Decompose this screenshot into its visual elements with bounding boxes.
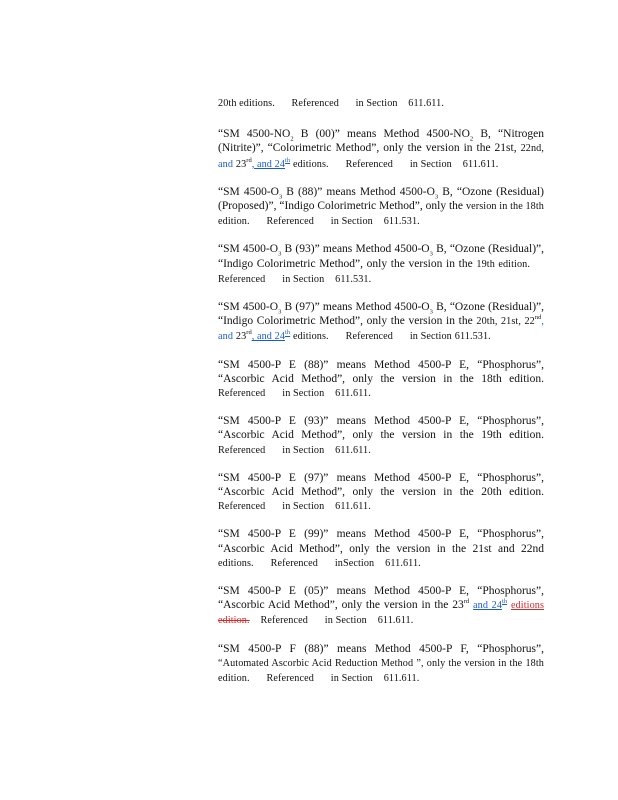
inserted-text: and 24 [473,600,503,612]
intro-text: 20th editions. [218,98,275,109]
deleted-text: edition [218,615,247,627]
referenced-label: Referenced [345,331,393,343]
entry-text: 20th, 21st, 22 [476,316,535,328]
entry-sm-4500-o3-b-97 [218,300,544,345]
inserted-text: and [218,158,234,170]
entry-text: 22nd, [520,143,545,155]
entry-text: “SM 4500-P E (93)” means Method 4500-P E, “Phosphorus”, “Ascorbic Acid Method”, only the version in the 19th edition. [218,415,544,442]
intro-in-section: in Section [355,98,398,109]
deleted-text: . [247,615,250,627]
section-number: 611.531. [454,331,491,343]
section-number: 611.611. [335,444,371,456]
entry-text: “SM 4500-P E (97)” means Method 4500-P E, “Phosphorus”, “Ascorbic Acid Method”, only the version in the 20th edition. [218,471,544,499]
subscript: 2 [290,135,294,143]
referenced-label: Referenced [270,557,318,569]
in-section-label: in Section [282,273,325,285]
entry-sm-4500-p-e-99 [218,527,544,571]
subscript: 2 [469,135,474,143]
entry-text: B, “Ozone (Residual)”, “Indigo Colorimetric Method”, only the version in the [218,301,545,328]
in-section-label: in Section [324,615,367,627]
in-section-label: in Section [409,158,452,170]
referenced-label: Referenced [345,158,393,170]
entry-text: “SM 4500-P E (05)” means Method 4500-P E, “Phosphorus”, “Ascorbic Acid Method”, only the version in the 23 [218,585,544,612]
referenced-label: Referenced [218,388,266,400]
in-section-label: in Section [282,444,325,456]
entry-text: B (93)” means Method 4500-O [284,243,430,256]
referenced-label: Referenced [218,273,266,285]
entry-text: 23 [235,158,247,170]
entry-text: 23 [235,331,247,343]
section-number: 611.531. [335,273,372,285]
entry-text: “SM 4500-P E (88)” means Method 4500-P E, “Phosphorus”, “Ascorbic Acid Method”, only the version in the 18th edition. [218,358,544,385]
entry-sm-4500-p-e-97 [218,471,544,515]
entry-sm-4500-o3-b-93 [218,242,544,287]
superscript: rd [246,329,252,337]
subscript: 3 [278,250,282,258]
entry-text: B, “Ozone (Residual) (Proposed)”, “Indigo Colorimetric Method”, only the [218,185,544,213]
entry-text: editions. [292,158,329,170]
in-section-label: in Section [330,216,373,228]
referenced-label: Referenced [218,444,266,456]
superscript: th [285,156,291,164]
inserted-text: , and [218,316,544,343]
entry-text: “SM 4500-P F (88)” means Method 4500-P F, “Phosphorus”, [218,642,544,655]
entry-text: B (88)” means Method 4500-O [286,185,435,198]
superscript: nd [534,314,542,322]
referenced-label: Referenced [266,673,314,685]
entry-text: B, “Ozone (Residual)”, “Indigo Colorimetric Method”, only the version in the [218,243,545,270]
entry-text: B (00)” means Method 4500-NO [300,128,470,141]
entry-sm-4500-p-e-05 [218,584,544,629]
superscript: rd [246,156,252,164]
intro-paragraph [218,97,544,111]
in-section-label: inSection [334,557,375,569]
entry-text: “Automated Ascorbic Acid Reduction Method ”, only the version in the 18th edition. [218,657,544,685]
entry-text: “SM 4500-O [218,185,279,198]
entry-text: B (97)” means Method 4500-O [284,301,430,314]
superscript: th [285,329,291,337]
intro-section-number: 611.611. [408,98,444,109]
section-number: 611.531. [383,216,420,228]
inserted-text: , and 24 [251,331,286,343]
entry-sm-4500-p-e-88 [218,358,544,402]
in-section-label: in Section [282,388,325,400]
section-number: 611.611. [335,388,371,400]
entry-text: version in the 18th edition. [218,201,544,228]
entry-text: editions. [292,331,329,343]
section-number: 611.611. [335,501,371,513]
in-section-label: in Section [282,501,325,513]
entry-text: editions. [218,557,254,569]
entry-sm-4500-no2-b-00 [218,127,544,172]
entry-sm-4500-o3-b-88 [218,185,544,230]
subscript: 3 [278,308,282,316]
entry-text: “SM 4500-O [218,243,279,256]
referenced-label: Referenced [218,501,266,513]
subscript: 3 [429,308,433,316]
subscript: 3 [434,193,439,201]
superscript: th [502,598,508,606]
section-number: 611.611. [462,158,499,170]
document-page [218,97,544,699]
referenced-label: Referenced [260,615,308,627]
in-section-label: in Section [409,331,452,343]
entry-text: “SM 4500-P E (99)” means Method 4500-P E, “Phosphorus”, “Ascorbic Acid Method”, only the version in the 21st and 22nd [218,528,544,555]
superscript: rd [463,598,470,606]
entry-text: “SM 4500-O [218,301,279,314]
entry-text: 19th edition. [476,258,531,270]
section-number: 611.611. [385,557,421,569]
inserted-text: editions [510,600,545,612]
referenced-label: Referenced [266,216,314,228]
entry-sm-4500-p-f-88 [218,642,544,687]
section-number: 611.611. [377,615,414,627]
section-number: 611.611. [383,673,420,685]
entry-text: B, “Nitrogen (Nitrite)”, “Colorimetric Method”, only the version in the 21st, [218,128,545,155]
intro-referenced: Referenced [291,98,339,109]
subscript: 3 [278,193,283,201]
entry-text: “SM 4500-NO [218,128,291,141]
subscript: 3 [429,250,433,258]
entry-sm-4500-p-e-93 [218,414,544,458]
inserted-text: , and 24 [251,158,286,170]
in-section-label: in Section [330,673,373,685]
